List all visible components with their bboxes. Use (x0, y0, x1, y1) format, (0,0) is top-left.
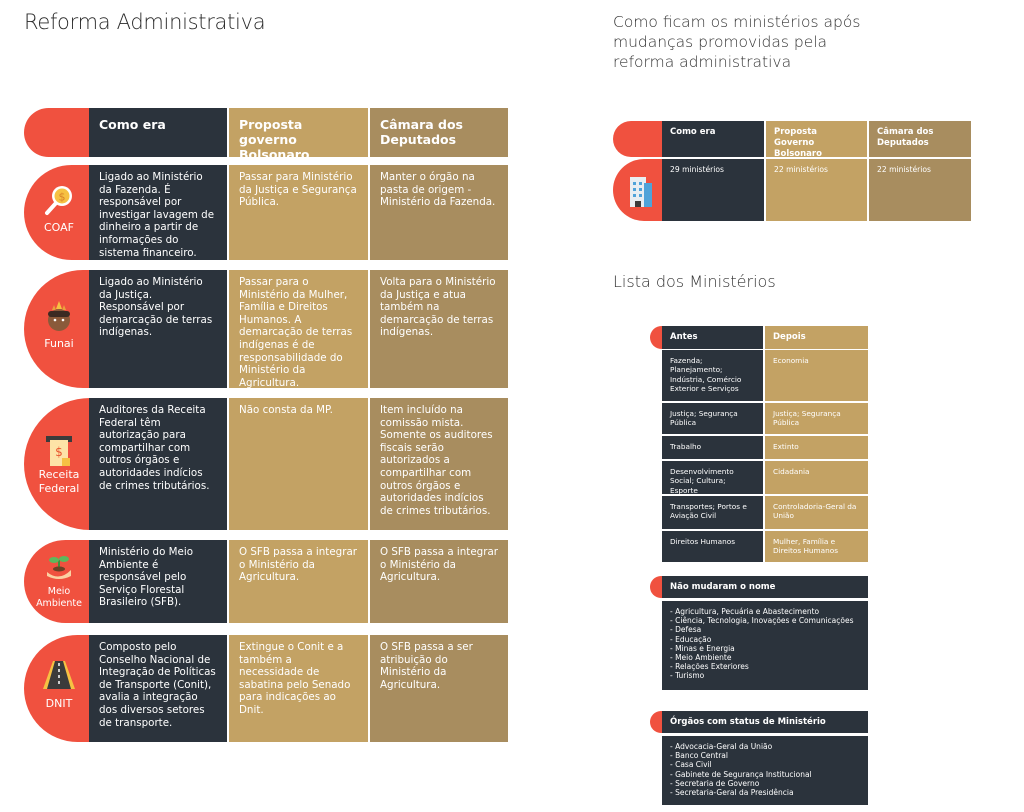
list-item: - Turismo (670, 671, 705, 681)
list-cell-antes: Justiça; Segurança Pública (662, 403, 763, 434)
list-item: - Secretaria de Governo (670, 778, 760, 788)
row-label-tab (24, 398, 94, 530)
table-cell: Ministério do Meio Ambiente é responsável pelo Serviço Florestal Brasileiro (SFB). (89, 540, 227, 623)
summary-value: 22 ministérios (869, 159, 971, 221)
table-cell: Ligado ao Ministério da Fazenda. É responsável por investigar lavagem de dinheiro a partir de informações do sistema financeiro. (89, 165, 227, 260)
list-header-antes: Antes (662, 326, 763, 349)
list-item: - Banco Central (670, 751, 728, 761)
list-item: - Advocacia-Geral da União (670, 742, 773, 751)
summary-value: 29 ministérios (662, 159, 764, 221)
row-label-tab (24, 635, 94, 742)
table-cell: Ligado ao Ministério da Justiça. Responsável por demarcação de terras indígenas. (89, 270, 227, 388)
list-header-depois: Depois (765, 326, 868, 349)
summary-header: Como era (662, 121, 764, 157)
list-cell-depois: Economia (765, 350, 868, 401)
header-como-era: Como era (89, 108, 227, 157)
list-item: - Gabinete de Segurança Institucional (670, 769, 812, 779)
list-cell-depois: Cidadania (765, 461, 868, 494)
page-title: Reforma Administrativa (24, 10, 266, 34)
row-label: Receita Federal (38, 468, 80, 495)
table-cell: Item incluído na comissão mista. Somente os auditores fiscais serão autorizados a compartilhar com outros órgãos e autoridades indícios de crimes tributários. (370, 398, 508, 530)
summary-header: Câmara dos Deputados (869, 121, 971, 157)
summary-header: Proposta Governo Bolsonaro (766, 121, 867, 157)
plant-hand-icon (24, 552, 94, 586)
tax-receipt-icon (24, 434, 94, 472)
unchanged-list (662, 601, 868, 690)
row-label: DNIT (45, 696, 73, 710)
table-cell: O SFB passa a integrar o Ministério da Agricultura. (370, 540, 508, 623)
road-icon (24, 659, 94, 695)
table-cell: O SFB passa a ser atribuição do Ministério da Agricultura. (370, 635, 508, 742)
list-item: - Defesa (670, 625, 702, 635)
table-cell: Passar para o Ministério da Mulher, Família e Direitos Humanos. A demarcação de terras indígenas é de responsabilidade do Ministério da Agricultura. (229, 270, 368, 388)
row-label: Meio Ambiente (36, 585, 82, 609)
header-camara-deputados: Câmara dos Deputados (370, 108, 508, 157)
table-cell: Extingue o Conit e a também a necessidade de sabatina pelo Senado para indicações ao Dnit. (229, 635, 368, 742)
table-cell: Não consta da MP. (229, 398, 368, 530)
row-label-tab (24, 270, 94, 388)
svg-text:$: $ (58, 190, 66, 203)
list-cell-antes: Desenvolvimento Social; Cultura; Esporte (662, 461, 763, 494)
indigenous-person-icon (24, 299, 94, 337)
table-cell: Composto pelo Conselho Nacional de Integração de Políticas de Transporte (Conit), avalia a integração dos diversos setores de transporte. (89, 635, 227, 742)
list-item: - Casa Civil (670, 760, 712, 770)
row-label: COAF (44, 220, 74, 234)
list-cell-antes: Transportes; Portos e Aviação Civil (662, 496, 763, 529)
summary-value: 22 ministérios (766, 159, 867, 221)
row-label-tab (24, 165, 94, 260)
list-item: - Minas e Energia (670, 643, 735, 653)
summary-title: Como ficam os ministérios após mudanças promovidas pela reforma administrativa (613, 13, 861, 71)
list-item: - Secretaria-Geral da Presidência (670, 788, 794, 798)
list-cell-depois: Mulher, Família e Direitos Humanos (765, 531, 868, 562)
status-list (662, 736, 868, 805)
magnifier-coin-icon (24, 183, 94, 221)
list-item: - Meio Ambiente (670, 653, 732, 663)
table-cell: Volta para o Ministério da Justiça e atua também na demarcação de terras indígenas. (370, 270, 508, 388)
svg-text:$: $ (55, 445, 63, 459)
list-cell-antes: Direitos Humanos (662, 531, 763, 562)
list-cell-depois: Controladoria-Geral da União (765, 496, 868, 529)
row-label: Funai (44, 337, 74, 350)
list-cell-depois: Extinto (765, 436, 868, 459)
list-title: Lista dos Ministérios (613, 272, 776, 291)
table-cell: O SFB passa a integrar o Ministério da Agricultura. (229, 540, 368, 623)
list-item: - Ciência, Tecnologia, Inovações e Comunicações (670, 616, 854, 626)
list-item: - Educação (670, 634, 712, 644)
list-item: - Agricultura, Pecuária e Abastecimento (670, 607, 820, 616)
status-title: Órgãos com status de Ministério (662, 711, 868, 733)
table-cell: Auditores da Receita Federal têm autorização para compartilhar com outros órgãos e autoridades indícios de crimes tributários. (89, 398, 227, 530)
list-cell-antes: Fazenda; Planejamento; Indústria, Comércio Exterior e Serviços (662, 350, 763, 401)
table-cell: Passar para Ministério da Justiça e Segurança Pública. (229, 165, 368, 260)
list-cell-depois: Justiça; Segurança Pública (765, 403, 868, 434)
list-item: - Relações Exteriores (670, 662, 749, 672)
header-proposta-governo: Proposta governo Bolsonaro (229, 108, 368, 157)
building-icon (626, 173, 656, 213)
table-cell: Manter o órgão na pasta de origem - Ministério da Fazenda. (370, 165, 508, 260)
row-label-tab (24, 540, 94, 623)
unchanged-title: Não mudaram o nome (662, 576, 868, 598)
list-cell-antes: Trabalho (662, 436, 763, 459)
